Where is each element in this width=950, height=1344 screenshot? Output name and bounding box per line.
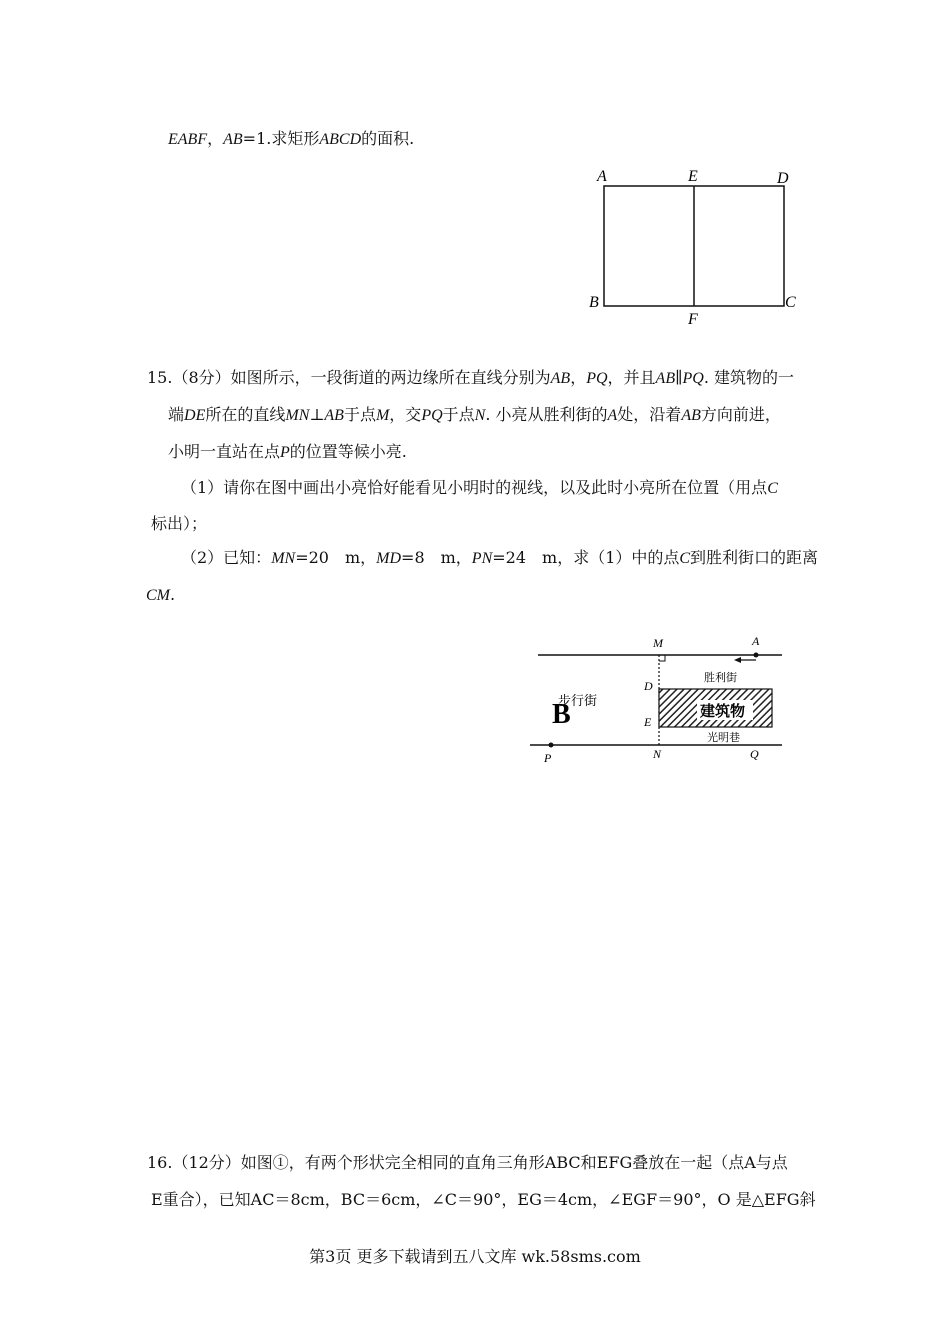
var: C xyxy=(679,550,691,567)
label-c: C xyxy=(785,294,796,311)
var: N xyxy=(474,407,486,424)
var: AB xyxy=(550,370,571,387)
var-ab: AB xyxy=(223,131,243,148)
text: 标出）； xyxy=(151,514,208,533)
text: ， xyxy=(207,129,224,148)
text: . 建筑物的一 xyxy=(703,368,794,387)
point-p xyxy=(549,743,554,748)
var: M xyxy=(375,407,390,424)
text: . 小亮从胜利街的 xyxy=(485,405,608,424)
label-m: M xyxy=(653,636,663,650)
text: ，交 xyxy=(389,405,422,424)
label-a: A xyxy=(597,168,607,185)
var: DE xyxy=(184,407,206,424)
label-f: F xyxy=(688,311,698,328)
point-a xyxy=(754,653,759,658)
page-footer: 第3页 更多下载请到五八文库 wk.58sms.com xyxy=(309,1247,641,1266)
text: . xyxy=(170,585,176,604)
var: P xyxy=(280,444,290,461)
text: 于点 xyxy=(343,405,376,424)
var: MN xyxy=(285,407,310,424)
var-eabf: EABF xyxy=(168,131,208,148)
big-letter-b: B xyxy=(552,699,571,730)
text: 于点 xyxy=(442,405,475,424)
text: =8 m， xyxy=(401,548,472,567)
text: =24 m，求（1）中的点 xyxy=(492,548,680,567)
var: PQ xyxy=(421,407,443,424)
var: PQ xyxy=(586,370,608,387)
q15-line-2 xyxy=(168,404,781,427)
text: 15.（8分）如图所示，一段街道的两边缘所在直线分别为 xyxy=(147,368,551,387)
text: E重合），已知AC＝8cm，BC＝6cm，∠C＝90°，EG＝4cm，∠EGF＝90°，O 是△EFG斜 xyxy=(151,1190,816,1209)
q15-sub1-line-1 xyxy=(181,477,778,500)
text: 16.（12分）如图①，有两个形状完全相同的直角三角形ABC和EFG叠放在一起（点A与点 xyxy=(147,1153,788,1172)
var: CM xyxy=(146,587,170,604)
text: 到胜利街口的距离 xyxy=(690,548,819,567)
var: A xyxy=(607,407,618,424)
text: ⊥ xyxy=(309,405,325,424)
label-d: D xyxy=(644,679,653,693)
q15-sub2-line-2 xyxy=(146,584,175,607)
var: MD xyxy=(376,550,402,567)
label-n: N xyxy=(653,747,662,761)
text: ， xyxy=(570,368,587,387)
q15-sub1-line-2 xyxy=(151,513,207,535)
q15-line-3 xyxy=(168,441,407,464)
q16-line-2 xyxy=(151,1189,816,1211)
label-p: P xyxy=(544,751,552,765)
var: AB xyxy=(324,407,344,424)
text: =20 m， xyxy=(295,548,377,567)
var: AB xyxy=(681,407,701,424)
arrow-head-icon xyxy=(734,657,741,663)
label-b: B xyxy=(589,294,599,311)
text: ，并且 xyxy=(607,368,656,387)
label-e: E xyxy=(644,715,652,729)
text: 方向前进， xyxy=(700,405,781,424)
building-label: 建筑物 xyxy=(700,702,746,720)
var: AB∥PQ xyxy=(655,370,704,387)
text: 端 xyxy=(168,405,185,424)
label-q: Q xyxy=(750,747,759,761)
text: 的位置等候小亮. xyxy=(289,442,407,461)
rectangle-figure xyxy=(585,162,805,332)
label-a: A xyxy=(752,634,760,648)
q15-sub2-line-1 xyxy=(181,547,818,570)
text: （2）已知： xyxy=(181,548,272,567)
walk-label: 步行街 xyxy=(558,693,598,708)
q14-tail-text xyxy=(168,128,414,151)
label-e: E xyxy=(688,168,698,185)
street-figure xyxy=(530,630,790,770)
lane-label: 光明巷 xyxy=(707,732,740,744)
label-d: D xyxy=(777,170,789,187)
text: 所在的直线 xyxy=(205,405,286,424)
text: =1.求矩形 xyxy=(242,129,320,148)
var: C xyxy=(767,480,778,497)
text: 处，沿着 xyxy=(617,405,682,424)
text: 的面积. xyxy=(361,129,415,148)
text: （1）请你在图中画出小亮恰好能看见小明时的视线，以及此时小亮所在位置（用点 xyxy=(181,478,768,497)
text: 小明一直站在点 xyxy=(168,442,281,461)
street-label-top: 胜利街 xyxy=(704,672,737,684)
q15-line-1 xyxy=(147,367,794,390)
var-abcd: ABCD xyxy=(319,131,362,148)
q16-line-1 xyxy=(147,1152,788,1174)
var: MN xyxy=(271,550,296,567)
var: PN xyxy=(471,550,493,567)
right-angle-mark xyxy=(659,655,665,661)
